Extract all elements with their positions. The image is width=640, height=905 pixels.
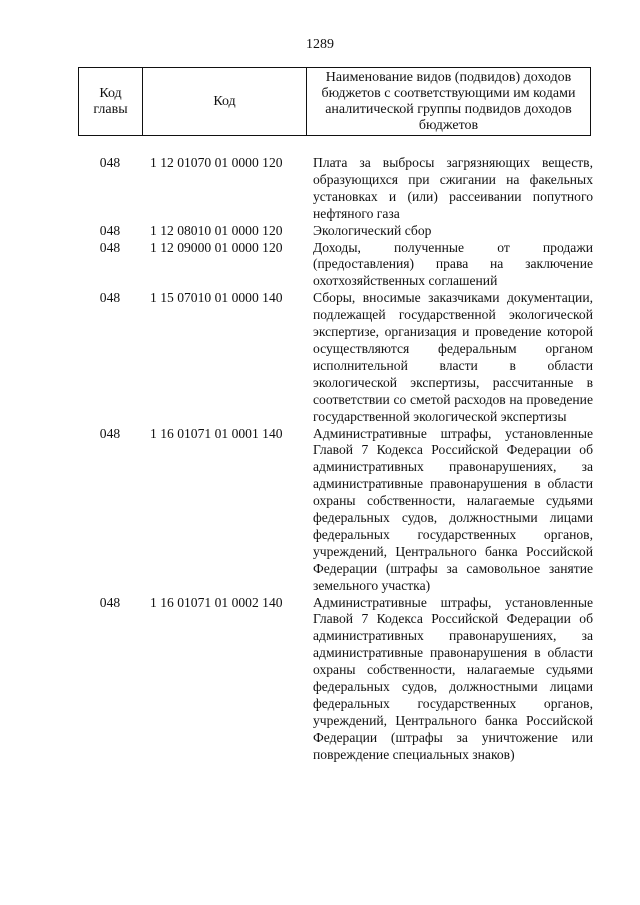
table-header (78, 67, 591, 136)
income-name-cell: Плата за выбросы загрязняющих веществ, образующихся при сжигании на факельных установках и (или) рассеивании попутного нефтяного газа (313, 155, 593, 221)
budget-code-cell: 1 12 08010 01 0000 120 (150, 222, 283, 238)
income-name-cell: Сборы, вносимые заказчиками документации, подлежащей государственной экологической экспертизе, организация и проведение которой осуществляются федеральным органом исполнительной власти в области экологической экспертизы, рассчитанные в соответствии со сметой расходов на проведение государственной экологической экспертизы (313, 290, 593, 424)
income-name-cell: Экологический сбор (313, 222, 432, 238)
header-code: Код (143, 68, 307, 135)
chapter-code-cell: 048 (99, 425, 121, 441)
table-row (78, 426, 591, 595)
budget-code-cell: 1 15 07010 01 0000 140 (150, 290, 283, 306)
chapter-code-cell: 048 (99, 594, 121, 610)
header-income-name: Наименование видов (подвидов) доходов бюджетов с соответствующими им кодами аналитической группы подвидов доходов бюджетов (321, 69, 576, 133)
header-chapter-code: Код главы (79, 68, 143, 135)
budget-code-cell: 1 12 09000 01 0000 120 (150, 239, 283, 255)
table-row (78, 290, 591, 425)
budget-code-cell: 1 16 01071 01 0002 140 (150, 594, 283, 610)
chapter-code-cell: 048 (99, 222, 121, 238)
budget-code-cell: 1 12 01070 01 0000 120 (150, 155, 283, 170)
chapter-code-cell: 048 (99, 155, 121, 170)
budget-code-cell: 1 16 01071 01 0001 140 (150, 425, 283, 441)
income-name-cell: Административные штрафы, установленные Главой 7 Кодекса Российской Федерации об административных правонарушениях, за административные правонарушения в области охраны собственности, налагаемые судьями федеральных судов, должностными лицами федеральных государственных органов, учреждений, Центрального банка Российской Федерации (штрафы за самовольное занятие земельного участка) (313, 425, 593, 593)
table-row (78, 223, 591, 240)
table-row (78, 240, 591, 291)
table-row (78, 595, 591, 764)
income-name-cell: Доходы, полученные от продажи (предоставления) права на заключение охотхозяйственных соглашений (313, 239, 593, 289)
chapter-code-cell: 048 (99, 290, 121, 306)
income-table-body (78, 155, 591, 764)
chapter-code-cell: 048 (99, 239, 121, 255)
income-name-cell: Административные штрафы, установленные Главой 7 Кодекса Российской Федерации об административных правонарушениях, за административные правонарушения в области охраны собственности, налагаемые судьями федеральных судов, должностными лицами федеральных государственных органов, учреждений, Центрального банка Российской Федерации (штрафы за уничтожение или повреждение специальных знаков) (313, 594, 593, 762)
table-row (78, 155, 591, 223)
page-number: 1289 (306, 37, 334, 52)
